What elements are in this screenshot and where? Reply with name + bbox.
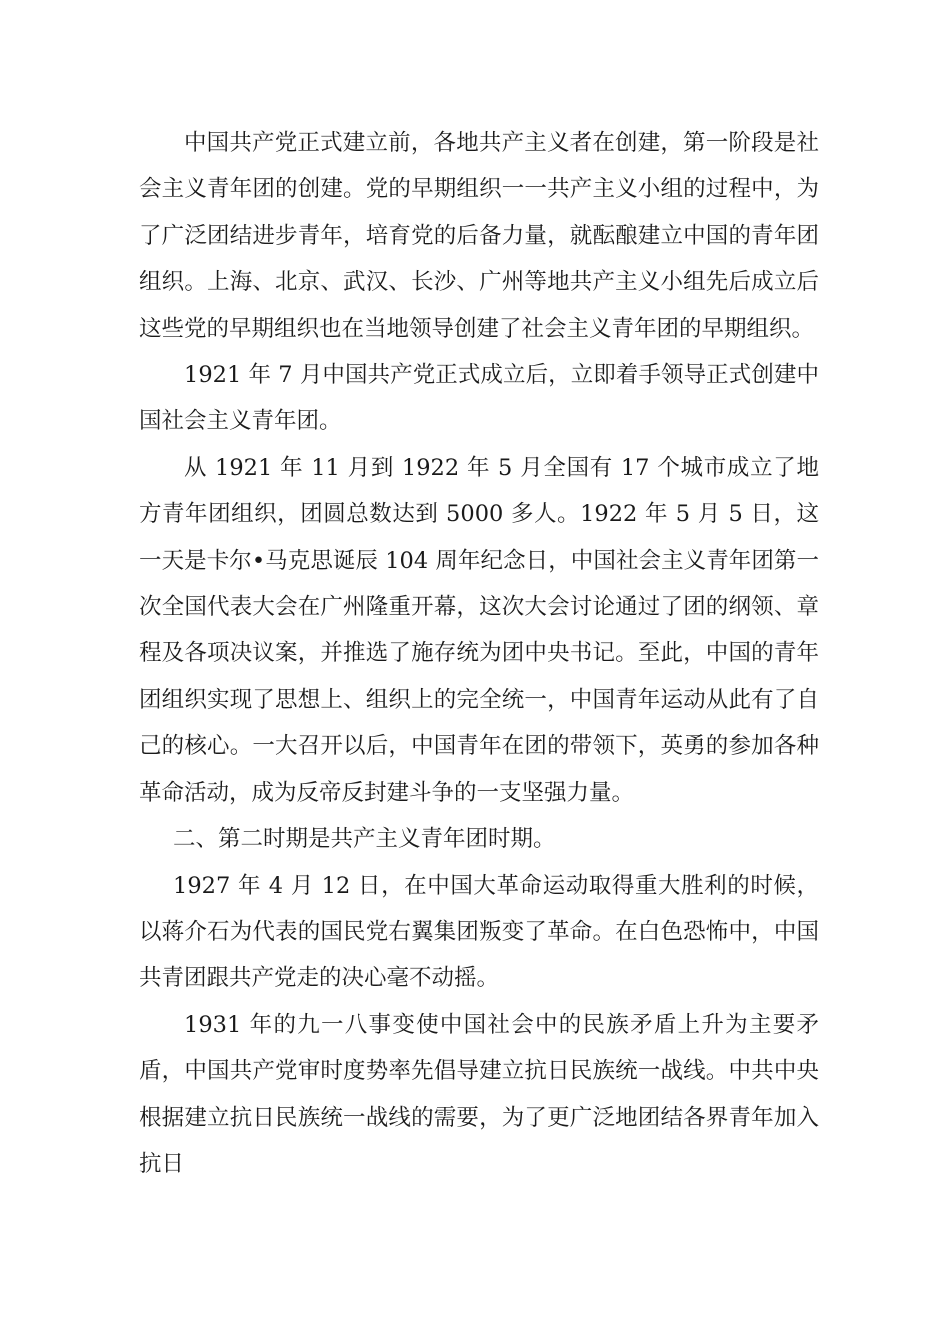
paragraph-5: 1927 年 4 月 12 日，在中国大革命运动取得重大胜利的时候，以蒋介石为代表的国民党右翼集团叛变了革命。在白色恐怖中，中国共青团跟共产党走的决心毫不动摇。 (139, 872, 819, 992)
paragraph-3: 从 1921 年 11 月到 1922 年 5 月全国有 17 个城市成立了地方青年团组织，团圆总数达到 5000 多人。1922 年 5 月 5 日，这一天是卡尔•马克思诞辰 104 周年纪念日，中国社会主义青年团第一次全国代表大会在广州隆重开幕，这次大会讨论通过了团的纲领、章程及各项决议案，并推选了施存统为团中央书记。至此，中国的青年团组织实现了思想上、组织上的完全统一，中国青年运动从此有了自己的核心。一大召开以后，中国青年在团的带领下，英勇的参加各种革命活动，成为反帝反封建斗争的一支坚强力量。 (139, 454, 819, 806)
paragraph-1: 中国共产党正式建立前，各地共产主义者在创建，第一阶段是社会主义青年团的创建。党的早期组织一一共产主义小组的过程中，为了广泛团结进步青年，培育党的后备力量，就酝酿建立中国的青年团组织。上海、北京、武汉、长沙、广州等地共产主义小组先后成立后这些党的早期组织也在当地领导创建了社会主义青年团的早期组织。 (139, 130, 819, 342)
document-body (139, 120, 819, 1187)
paragraph-6: 1931 年的九一八事变使中国社会中的民族矛盾上升为主要矛盾，中国共产党审时度势率先倡导建立抗日民族统一战线。中共中央根据建立抗日民族统一战线的需要，为了更广泛地团结各界青年加入抗日 (139, 1011, 819, 1177)
paragraph-2: 1921 年 7 月中国共产党正式成立后，立即着手领导正式创建中国社会主义青年团。 (139, 362, 819, 435)
paragraph-4-section-heading: 二、第二时期是共产主义青年团时期。 (173, 826, 556, 853)
